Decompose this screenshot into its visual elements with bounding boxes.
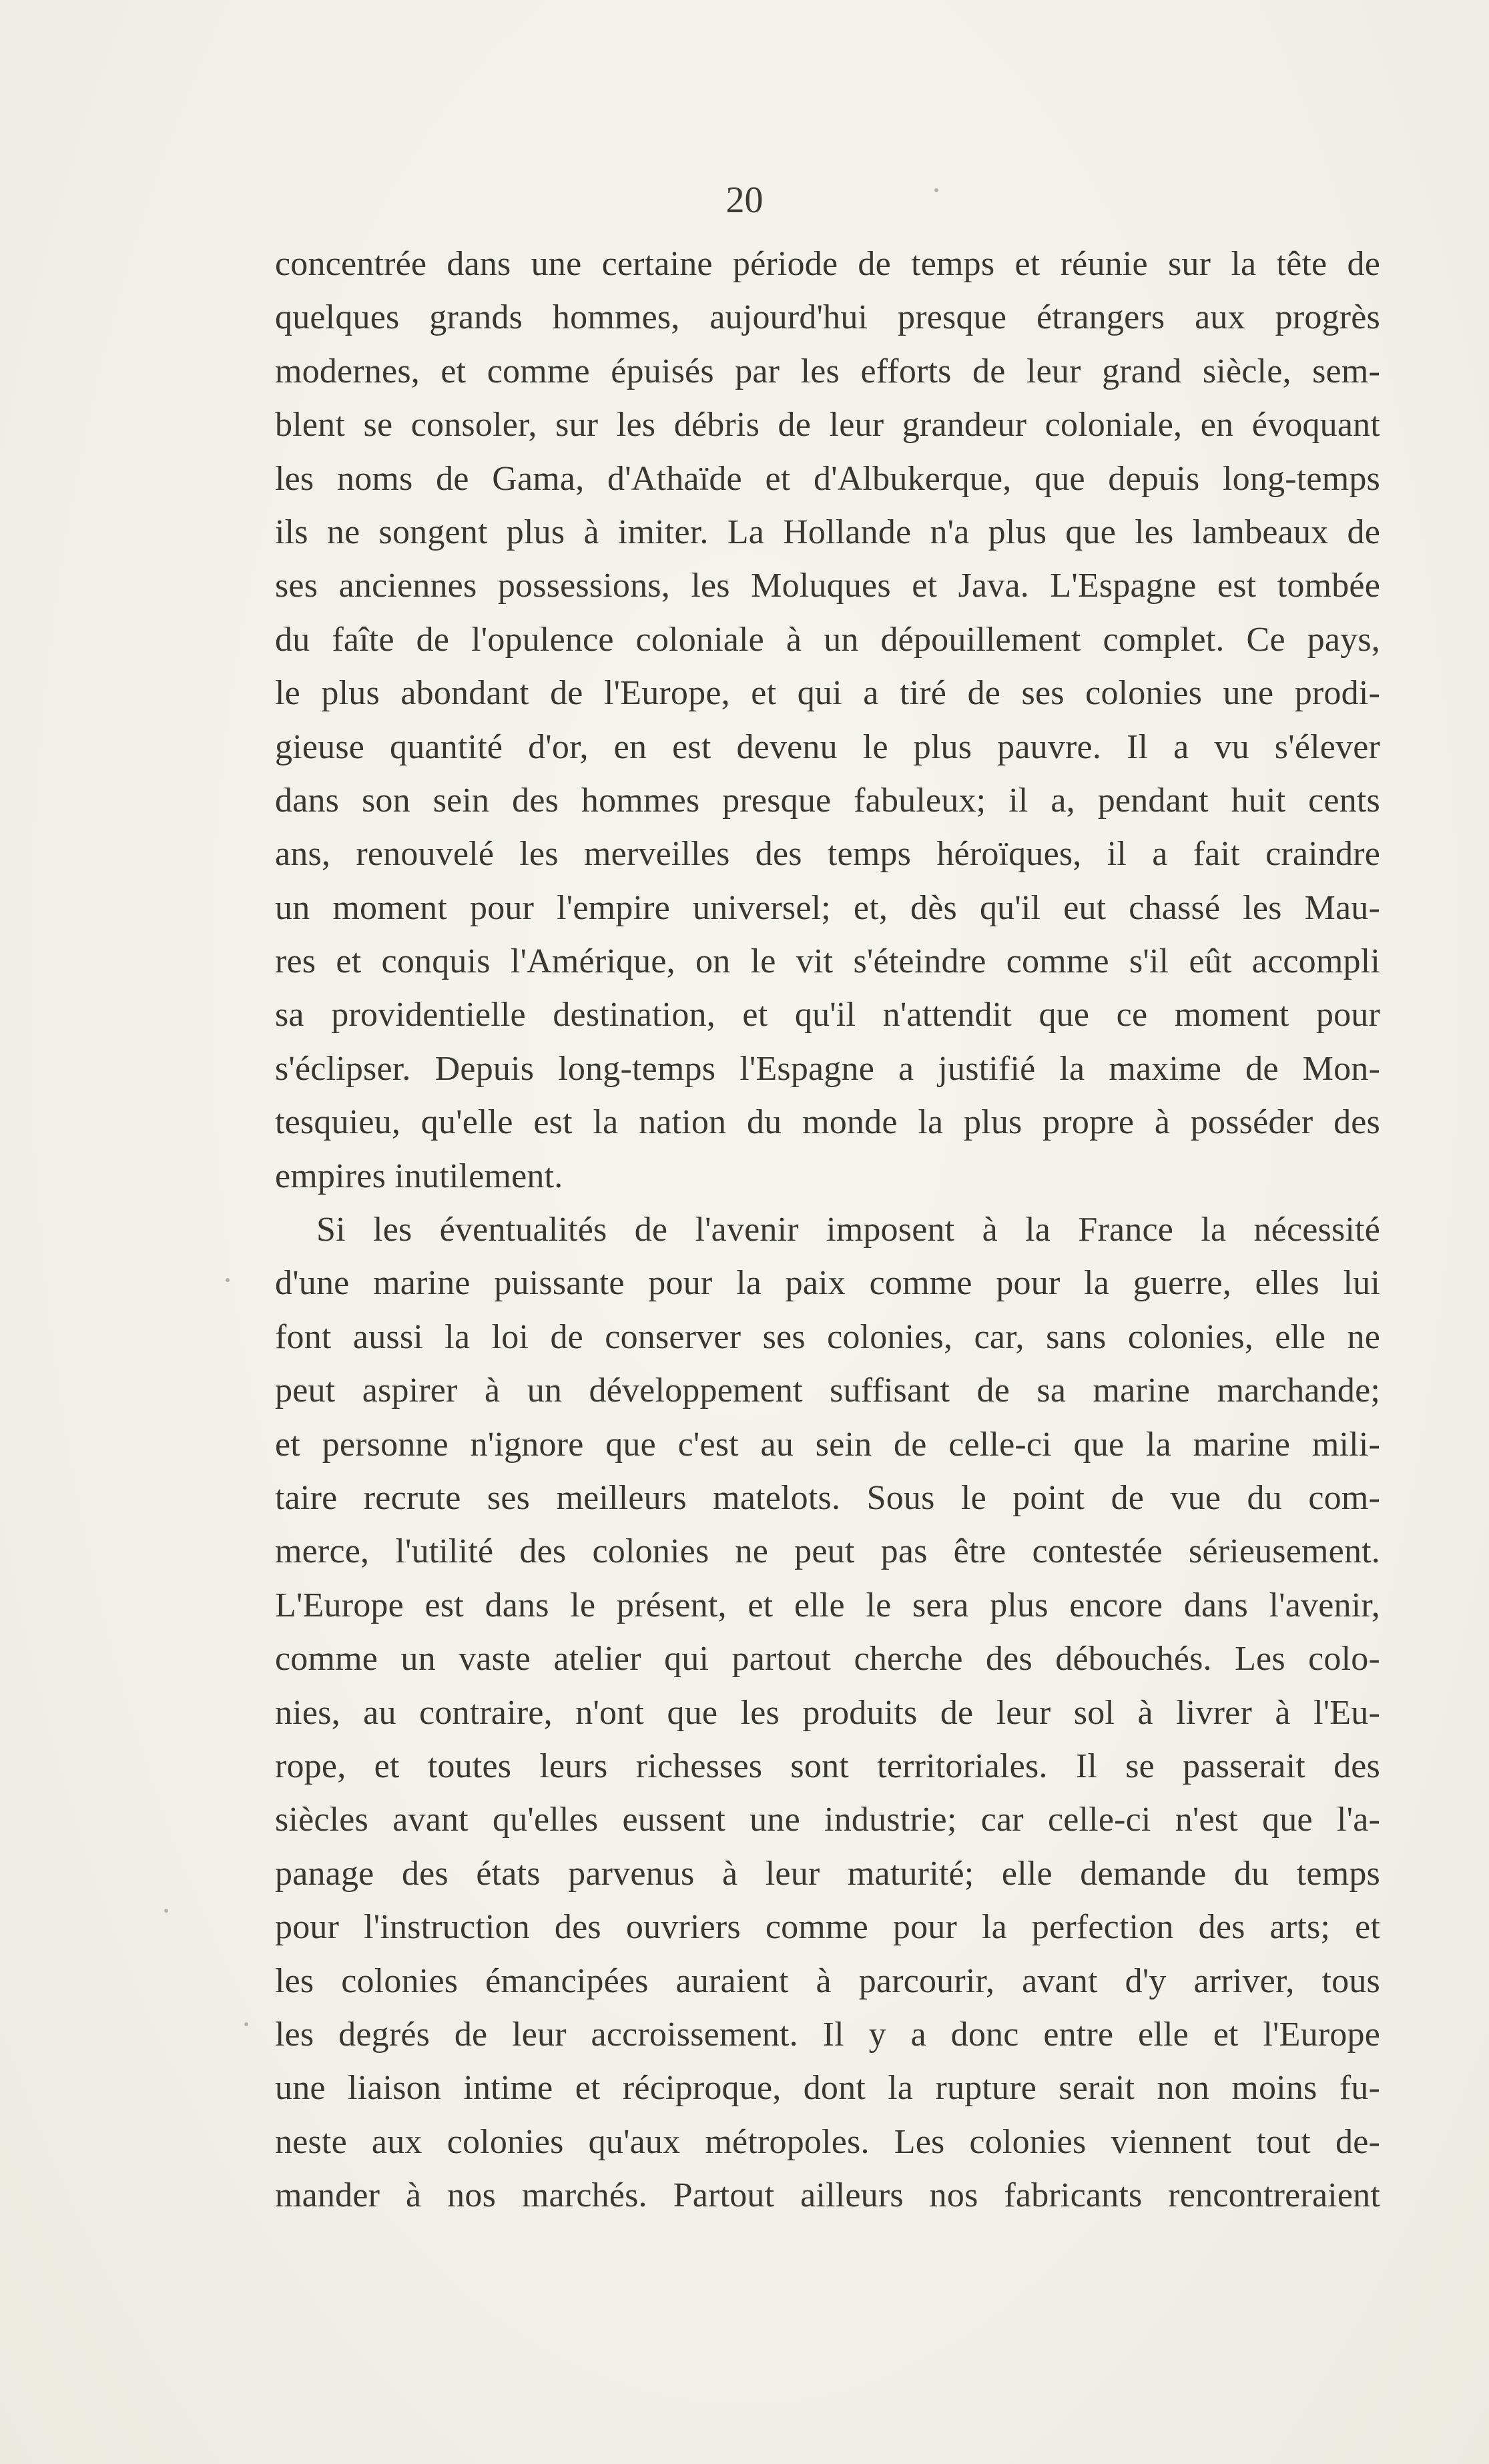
text-line: panage des états parvenus à leur maturité; elle demande du temps bbox=[275, 1854, 1380, 1893]
text-line: s'éclipser. Depuis long-temps l'Espagne a justifié la maxime de Mon- bbox=[275, 1049, 1380, 1088]
text-line: mander à nos marchés. Partout ailleurs nos fabricants rencontreraient bbox=[275, 2176, 1380, 2215]
text-line: nies, au contraire, n'ont que les produits de leur sol à livrer à l'Eu- bbox=[275, 1693, 1380, 1732]
text-line: sa providentielle destination, et qu'il n'attendit que ce moment pour bbox=[275, 996, 1380, 1034]
text-line: le plus abondant de l'Europe, et qui a tiré de ses colonies une prodi- bbox=[275, 674, 1380, 713]
text-line: taire recrute ses meilleurs matelots. Sous le point de vue du com- bbox=[275, 1478, 1380, 1517]
text-line: concentrée dans une certaine période de temps et réunie sur la tête de bbox=[275, 245, 1380, 283]
text-line: neste aux colonies qu'aux métropoles. Les colonies viennent tout de- bbox=[275, 2122, 1380, 2161]
text-line: pour l'instruction des ouvriers comme pour la perfection des arts; et bbox=[275, 1908, 1380, 1947]
text-line: gieuse quantité d'or, en est devenu le plus pauvre. Il a vu s'élever bbox=[275, 727, 1380, 766]
text-line: ans, renouvelé les merveilles des temps héroïques, il a fait craindre bbox=[275, 835, 1380, 874]
text-line: modernes, et comme épuisés par les efforts de leur grand siècle, sem- bbox=[275, 352, 1380, 390]
text-line: une liaison intime et réciproque, dont la rupture serait non moins fu- bbox=[275, 2069, 1380, 2108]
text-line: du faîte de l'opulence coloniale à un dépouillement complet. Ce pays, bbox=[275, 620, 1380, 659]
text-line: font aussi la loi de conserver ses colonies, car, sans colonies, elle ne bbox=[275, 1317, 1380, 1356]
paragraph-end-line: empires inutilement. bbox=[275, 1157, 563, 1195]
text-line: peut aspirer à un développement suffisant de sa marine marchande; bbox=[275, 1371, 1380, 1410]
text-line: res et conquis l'Amérique, on le vit s'éteindre comme s'il eût accompli bbox=[275, 942, 1380, 981]
body-text bbox=[275, 238, 1380, 2222]
text-line: d'une marine puissante pour la paix comme pour la guerre, elles lui bbox=[275, 1264, 1380, 1303]
text-line: comme un vaste atelier qui partout cherche des débouchés. Les colo- bbox=[275, 1640, 1380, 1678]
text-line: ils ne songent plus à imiter. La Hollande n'a plus que les lambeaux de bbox=[275, 513, 1380, 551]
text-line: rope, et toutes leurs richesses sont territoriales. Il se passerait des bbox=[275, 1747, 1380, 1785]
text-line: et personne n'ignore que c'est au sein de celle-ci que la marine mili- bbox=[275, 1425, 1380, 1464]
paper-speck bbox=[164, 1909, 168, 1913]
text-line: les noms de Gama, d'Athaïde et d'Albukerque, que depuis long-temps bbox=[275, 459, 1380, 498]
page-number: 20 bbox=[725, 180, 764, 221]
text-line: blent se consoler, sur les débris de leur grandeur coloniale, en évoquant bbox=[275, 406, 1380, 444]
text-line: dans son sein des hommes presque fabuleux; il a, pendant huit cents bbox=[275, 781, 1380, 820]
text-line: ses anciennes possessions, les Moluques et Java. L'Espagne est tombée bbox=[275, 567, 1380, 605]
paper-speck bbox=[226, 1278, 230, 1282]
text-line: les colonies émancipées auraient à parcourir, avant d'y arriver, tous bbox=[275, 1961, 1380, 2000]
paper-speck bbox=[934, 188, 938, 192]
text-line: tesquieu, qu'elle est la nation du monde la plus propre à posséder des bbox=[275, 1103, 1380, 1142]
text-line: siècles avant qu'elles eussent une industrie; car celle-ci n'est que l'a- bbox=[275, 1801, 1380, 1839]
paper-speck bbox=[244, 2022, 248, 2026]
text-line: un moment pour l'empire universel; et, dès qu'il eut chassé les Mau- bbox=[275, 888, 1380, 927]
text-line: L'Europe est dans le présent, et elle le sera plus encore dans l'avenir, bbox=[275, 1586, 1380, 1624]
paragraph-start-line: Si les éventualités de l'avenir imposent à la France la nécessité bbox=[316, 1211, 1380, 1249]
text-line: merce, l'utilité des colonies ne peut pas être contestée sérieusement. bbox=[275, 1532, 1380, 1571]
text-line: les degrés de leur accroissement. Il y a donc entre elle et l'Europe bbox=[275, 2015, 1380, 2054]
text-line: quelques grands hommes, aujourd'hui presque étrangers aux progrès bbox=[275, 298, 1380, 337]
